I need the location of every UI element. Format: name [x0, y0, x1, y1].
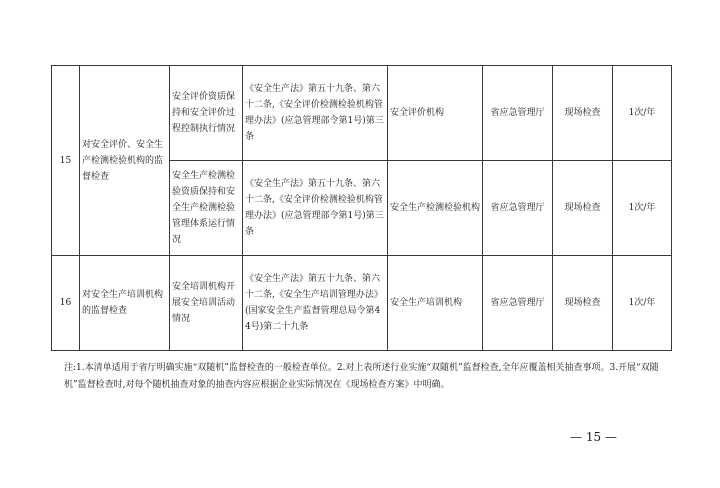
inspection-item: 安全培训机构开展安全培训活动情况 [170, 256, 243, 351]
footnote: 注:1.本清单适用于省厅明确实施“双随机”监督检查的一般检查单位。2.对上表所述行业实施“双随机”监督检查,全年应覆盖相关抽查事项。3.开展“双随机”监督检查时,对每个随机抽查对象的抽查内容应根据企业实际情况在《现场检查方案》中明确。 [64, 363, 659, 390]
responsible-department: 省应急管理厅 [483, 161, 553, 256]
inspection-target: 安全评价机构 [388, 66, 483, 161]
responsible-department: 省应急管理厅 [483, 66, 553, 161]
legal-basis: 《安全生产法》第五十九条、第六十二条,《安全评价检测检验机构管理办法》(应急管理部令第1号)第三条 [243, 161, 388, 256]
inspection-method: 现场检查 [553, 66, 613, 161]
inspection-target: 安全生产培训机构 [388, 256, 483, 351]
inspection-table [51, 65, 672, 351]
inspection-frequency: 1次/年 [613, 161, 672, 256]
inspection-category: 对安全评价、安全生产检测检验机构的监督检查 [80, 66, 170, 256]
inspection-method: 现场检查 [553, 161, 613, 256]
legal-basis: 《安全生产法》第五十九条、第六十二条,《安全评价检测检验机构管理办法》(应急管理部令第1号)第三条 [243, 66, 388, 161]
inspection-method: 现场检查 [553, 256, 613, 351]
inspection-item: 安全评价资质保持和安全评价过程控制执行情况 [170, 66, 243, 161]
row-number: 15 [52, 66, 80, 256]
inspection-item: 安全生产检测检验资质保持和安全生产检测检验管理体系运行情况 [170, 161, 243, 256]
table-row [52, 256, 672, 351]
inspection-target: 安全生产检测检验机构 [388, 161, 483, 256]
inspection-frequency: 1次/年 [613, 256, 672, 351]
inspection-frequency: 1次/年 [613, 66, 672, 161]
page-number: — 15 — [570, 430, 617, 444]
row-number: 16 [52, 256, 80, 351]
legal-basis: 《安全生产法》第五十九条、第六十二条,《安全生产培训管理办法》(国家安全生产监督管理总局令第44号)第二十九条 [243, 256, 388, 351]
inspection-category: 对安全生产培训机构的监督检查 [80, 256, 170, 351]
responsible-department: 省应急管理厅 [483, 256, 553, 351]
table-row [52, 66, 672, 161]
